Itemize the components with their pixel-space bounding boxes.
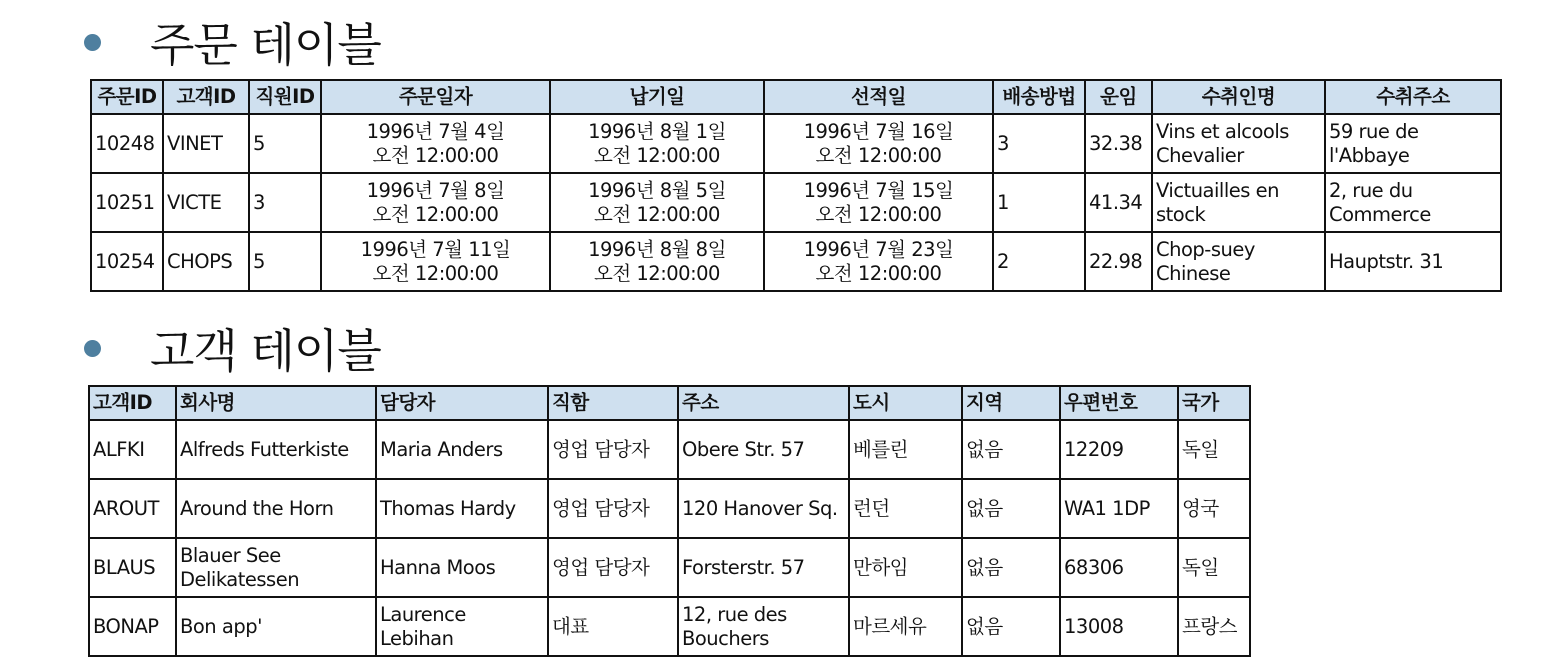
ship-address-cell: 59 rue de l'Abbaye [1325, 114, 1501, 173]
postal-code-cell: 13008 [1060, 597, 1178, 656]
order-date-cell [321, 173, 550, 232]
date-line: 1996년 7월 16일 [803, 119, 954, 143]
region-cell: 없음 [962, 538, 1060, 597]
country-cell: 프랑스 [1178, 597, 1250, 656]
date-line: 1996년 7월 11일 [360, 237, 511, 261]
postal-code-cell: 12209 [1060, 420, 1178, 479]
bullet-icon [84, 34, 101, 51]
ship-name-cell: Victuailles en stock [1152, 173, 1325, 232]
column-header: 주문ID [91, 80, 163, 114]
contact-cell: Maria Anders [376, 420, 548, 479]
column-header: 국가 [1178, 386, 1250, 420]
freight-cell: 41.34 [1085, 173, 1152, 232]
order-date-cell [321, 114, 550, 173]
freight-cell: 22.98 [1085, 232, 1152, 291]
column-header: 수취인명 [1152, 80, 1325, 114]
address-cell: 120 Hanover Sq. [678, 479, 849, 538]
time-line: 오전 12:00:00 [815, 261, 942, 285]
date-line: 1996년 8월 5일 [588, 178, 726, 202]
date-line: 1996년 7월 4일 [366, 119, 505, 143]
ship-name-cell: Chop-suey Chinese [1152, 232, 1325, 291]
title-cell: 영업 담당자 [548, 479, 678, 538]
shipped-date-cell [764, 173, 993, 232]
orders-title-text: 주문 테이블 [150, 18, 381, 72]
time-line: 오전 12:00:00 [372, 261, 499, 285]
employee-id-cell: 3 [249, 173, 321, 232]
country-cell: 영국 [1178, 479, 1250, 538]
city-cell: 런던 [849, 479, 962, 538]
table-row [89, 538, 1250, 597]
ship-via-cell: 2 [993, 232, 1085, 291]
orders-section-title [84, 10, 381, 74]
date-line: 1996년 8월 1일 [588, 119, 726, 143]
order-date-cell [321, 232, 550, 291]
customer-id-cell: VICTE [163, 173, 249, 232]
customer-id-cell: ALFKI [89, 420, 176, 479]
table-row [89, 420, 1250, 479]
address-cell: 12, rue des Bouchers [678, 597, 849, 656]
column-header: 고객ID [89, 386, 176, 420]
date-line: 1996년 7월 23일 [803, 237, 954, 261]
customer-id-cell: BONAP [89, 597, 176, 656]
city-cell: 베를린 [849, 420, 962, 479]
time-line: 오전 12:00:00 [372, 202, 499, 226]
orders-header-row [91, 80, 1501, 114]
freight-cell: 32.38 [1085, 114, 1152, 173]
order-id-cell: 10254 [91, 232, 163, 291]
employee-id-cell: 5 [249, 114, 321, 173]
city-cell: 마르세유 [849, 597, 962, 656]
company-cell: Bon app' [176, 597, 376, 656]
postal-code-cell: WA1 1DP [1060, 479, 1178, 538]
time-line: 오전 12:00:00 [372, 143, 499, 167]
time-line: 오전 12:00:00 [815, 143, 942, 167]
order-id-cell: 10251 [91, 173, 163, 232]
company-cell: Around the Horn [176, 479, 376, 538]
date-line: 1996년 7월 8일 [366, 178, 505, 202]
column-header: 도시 [849, 386, 962, 420]
column-header: 수취주소 [1325, 80, 1501, 114]
ship-via-cell: 1 [993, 173, 1085, 232]
bullet-icon [84, 340, 101, 357]
required-date-cell [550, 232, 764, 291]
column-header: 고객ID [163, 80, 249, 114]
customers-title-text: 고객 테이블 [150, 324, 381, 378]
region-cell: 없음 [962, 597, 1060, 656]
column-header: 운임 [1085, 80, 1152, 114]
ship-name-cell: Vins et alcools Chevalier [1152, 114, 1325, 173]
employee-id-cell: 5 [249, 232, 321, 291]
ship-address-cell: 2, rue du Commerce [1325, 173, 1501, 232]
table-row [89, 597, 1250, 656]
contact-cell: Hanna Moos [376, 538, 548, 597]
table-row [89, 479, 1250, 538]
column-header: 배송방법 [993, 80, 1085, 114]
customers-section-title [84, 316, 381, 380]
ship-address-cell: Hauptstr. 31 [1325, 232, 1501, 291]
ship-via-cell: 3 [993, 114, 1085, 173]
column-header: 주소 [678, 386, 849, 420]
required-date-cell [550, 114, 764, 173]
postal-code-cell: 68306 [1060, 538, 1178, 597]
customers-table [88, 385, 1251, 657]
time-line: 오전 12:00:00 [594, 202, 720, 226]
date-line: 1996년 8월 8일 [588, 237, 726, 261]
column-header: 직함 [548, 386, 678, 420]
time-line: 오전 12:00:00 [815, 202, 942, 226]
column-header: 직원ID [249, 80, 321, 114]
time-line: 오전 12:00:00 [594, 261, 720, 285]
region-cell: 없음 [962, 479, 1060, 538]
column-header: 주문일자 [321, 80, 550, 114]
company-cell: Blauer See Delikatessen [176, 538, 376, 597]
region-cell: 없음 [962, 420, 1060, 479]
order-id-cell: 10248 [91, 114, 163, 173]
column-header: 지역 [962, 386, 1060, 420]
shipped-date-cell [764, 114, 993, 173]
table-row [91, 232, 1501, 291]
orders-table [90, 79, 1502, 292]
country-cell: 독일 [1178, 420, 1250, 479]
country-cell: 독일 [1178, 538, 1250, 597]
title-cell: 영업 담당자 [548, 538, 678, 597]
address-cell: Forsterstr. 57 [678, 538, 849, 597]
customer-id-cell: AROUT [89, 479, 176, 538]
column-header: 선적일 [764, 80, 993, 114]
column-header: 담당자 [376, 386, 548, 420]
column-header: 납기일 [550, 80, 764, 114]
customer-id-cell: VINET [163, 114, 249, 173]
required-date-cell [550, 173, 764, 232]
title-cell: 대표 [548, 597, 678, 656]
shipped-date-cell [764, 232, 993, 291]
table-row [91, 114, 1501, 173]
customers-header-row [89, 386, 1250, 420]
company-cell: Alfreds Futterkiste [176, 420, 376, 479]
title-cell: 영업 담당자 [548, 420, 678, 479]
column-header: 우편번호 [1060, 386, 1178, 420]
date-line: 1996년 7월 15일 [803, 178, 954, 202]
customer-id-cell: CHOPS [163, 232, 249, 291]
city-cell: 만하임 [849, 538, 962, 597]
customer-id-cell: BLAUS [89, 538, 176, 597]
contact-cell: Thomas Hardy [376, 479, 548, 538]
contact-cell: Laurence Lebihan [376, 597, 548, 656]
column-header: 회사명 [176, 386, 376, 420]
address-cell: Obere Str. 57 [678, 420, 849, 479]
time-line: 오전 12:00:00 [594, 143, 720, 167]
table-row [91, 173, 1501, 232]
